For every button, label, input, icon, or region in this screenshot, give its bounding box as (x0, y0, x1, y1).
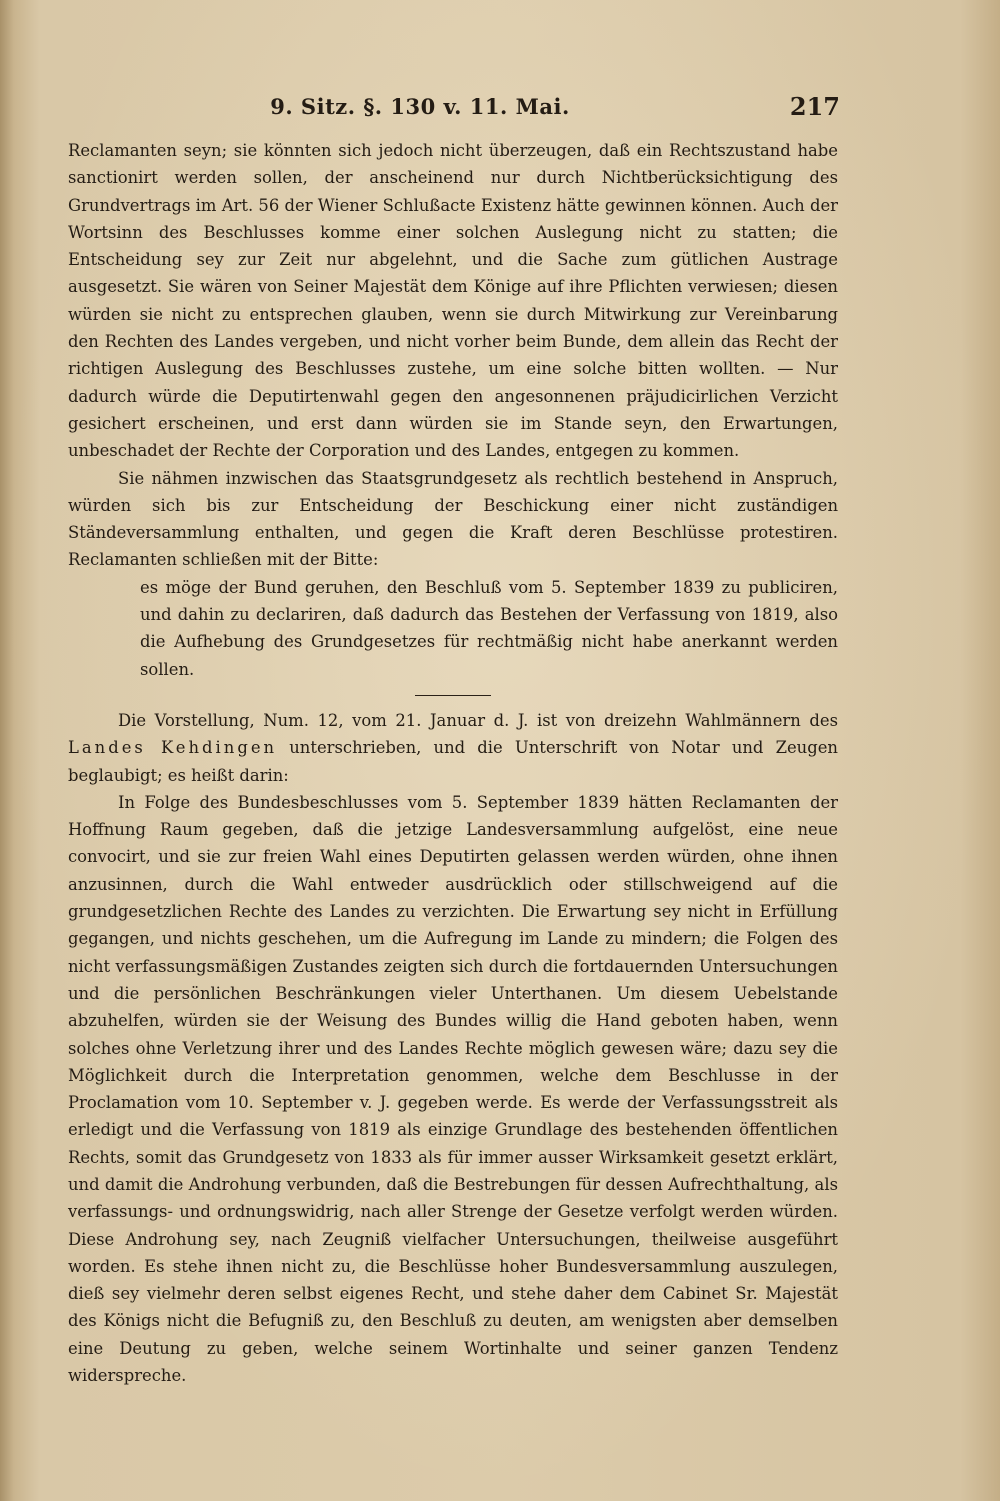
paragraph-continuation: Reclamanten seyn; sie könnten sich jedoch nicht überzeugen, daß ein Rechtszustand habe sanctionirt werden sollen, der anscheinend nur durch Nichtberücksichtigung des Grundvertrags im Art. 56 der Wiener Schlußacte Existenz hätte gewinnen können. Auch der Wortsinn des Beschlusses komme einer solchen Auslegung nicht zu statten; die Entscheidung sey zur Zeit nur abgelehnt, und die Sache zum gütlichen Austrage ausgesetzt. Sie wären von Seiner Majestät dem Könige auf ihre Pflichten verwiesen; diesen würden sie nicht zu entsprechen glauben, wenn sie durch Mitwirkung zur Vereinbarung den Rechten des Landes vergeben, und nicht vorher beim Bunde, dem allein das Recht der richtigen Auslegung des Beschlusses zustehe, um eine solche bitten wollten. — Nur dadurch würde die Deputirtenwahl gegen den angesonnenen präjudicirlichen Verzicht gesichert erscheinen, und erst dann würden sie im Stande seyn, den Erwartungen, unbeschadet der Rechte der Corporation und des Landes, entgegen zu kommen. (68, 141, 838, 461)
page-number: 217 (789, 92, 840, 121)
paragraph-num-12-tail: unterschrieben, und die Unterschrift von Notar und Zeugen beglaubigt; es heißt darin: (68, 738, 838, 785)
running-head: 9. Sitz. §. 130 v. 11. Mai. (270, 94, 570, 119)
body-text (68, 137, 838, 1389)
land-kehdingen: Landes Kehdingen (68, 738, 278, 758)
block-quote-petition: es möge der Bund geruhen, den Beschluß vom 5. September 1839 zu publiciren, und dahin zu declariren, daß dadurch das Bestehen der Verfassung von 1819, also die Aufhebung des Grundgesetzes für rechtmäßig nicht habe anerkannt werden sollen. (140, 577, 838, 679)
paragraph-request: Sie nähmen inzwischen das Staatsgrundgesetz als rechtlich bestehend in Anspruch, würden sich bis zur Entscheidung der Beschickung einer nicht zuständigen Ständeversammlung enthalten, und gegen die Kraft deren Beschlüsse protestiren. Reclamanten schließen mit der Bitte: (68, 468, 838, 570)
page-header (70, 92, 840, 126)
paragraph-num-12 (68, 707, 838, 789)
paragraph-petition-content: In Folge des Bundesbeschlusses vom 5. September 1839 hätten Reclamanten der Hoffnung Raum gegeben, daß die jetzige Landesversammlung aufgelöst, eine neue convocirt, und sie zur freien Wahl eines Deputirten gelassen werden würden, ohne ihnen anzusinnen, durch die Wahl entweder ausdrücklich oder stillschweigend auf die grundgesetzlichen Rechte des Landes zu verzichten. Die Erwartung sey nicht in Erfüllung gegangen, und nichts geschehen, um die Aufregung im Lande zu mindern; die Folgen des nicht verfassungsmäßigen Zustandes zeigten sich durch die fortdauernden Untersuchungen und die persönlichen Beschränkungen vieler Unterthanen. Um diesem Uebelstande abzuhelfen, würden sie der Weisung des Bundes willig die Hand geboten haben, wenn solches ohne Verletzung ihrer und des Landes Rechte möglich gewesen wäre; dazu sey die Möglichkeit durch die Interpretation genommen, welche dem Beschlusse in der Proclamation vom 10. September v. J. gegeben werde. Es werde der Verfassungsstreit als erledigt und die Verfassung von 1819 als einzige Grundlage des bestehenden öffentlichen Rechts, somit das Grundgesetz von 1833 als für immer ausser Wirksamkeit gesetzt erklärt, und damit die Androhung verbunden, daß die Bestrebungen für dessen Aufrechthaltung, als verfassungs- und ordnungswidrig, nach aller Strenge der Gesetze verfolgt werden würden. Diese Androhung sey, nach Zeugniß vielfacher Untersuchungen, theilweise ausgeführt worden. Es stehe ihnen nicht zu, die Beschlüsse hoher Bundesversammlung auszulegen, dieß sey vielmehr deren selbst eigenes Recht, und stehe daher dem Cabinet Sr. Majestät des Königs nicht die Befugniß zu, den Beschluß zu deuten, am wenigsten aber demselben eine Deutung zu geben, welche seinem Wortinhalte und seiner ganzen Tendenz widerspreche. (68, 792, 838, 1386)
section-divider (415, 695, 491, 696)
paragraph-num-12-lead: Die Vorstellung, Num. 12, vom 21. Januar d. J. ist von dreizehn Wahlmännern des (118, 710, 838, 730)
